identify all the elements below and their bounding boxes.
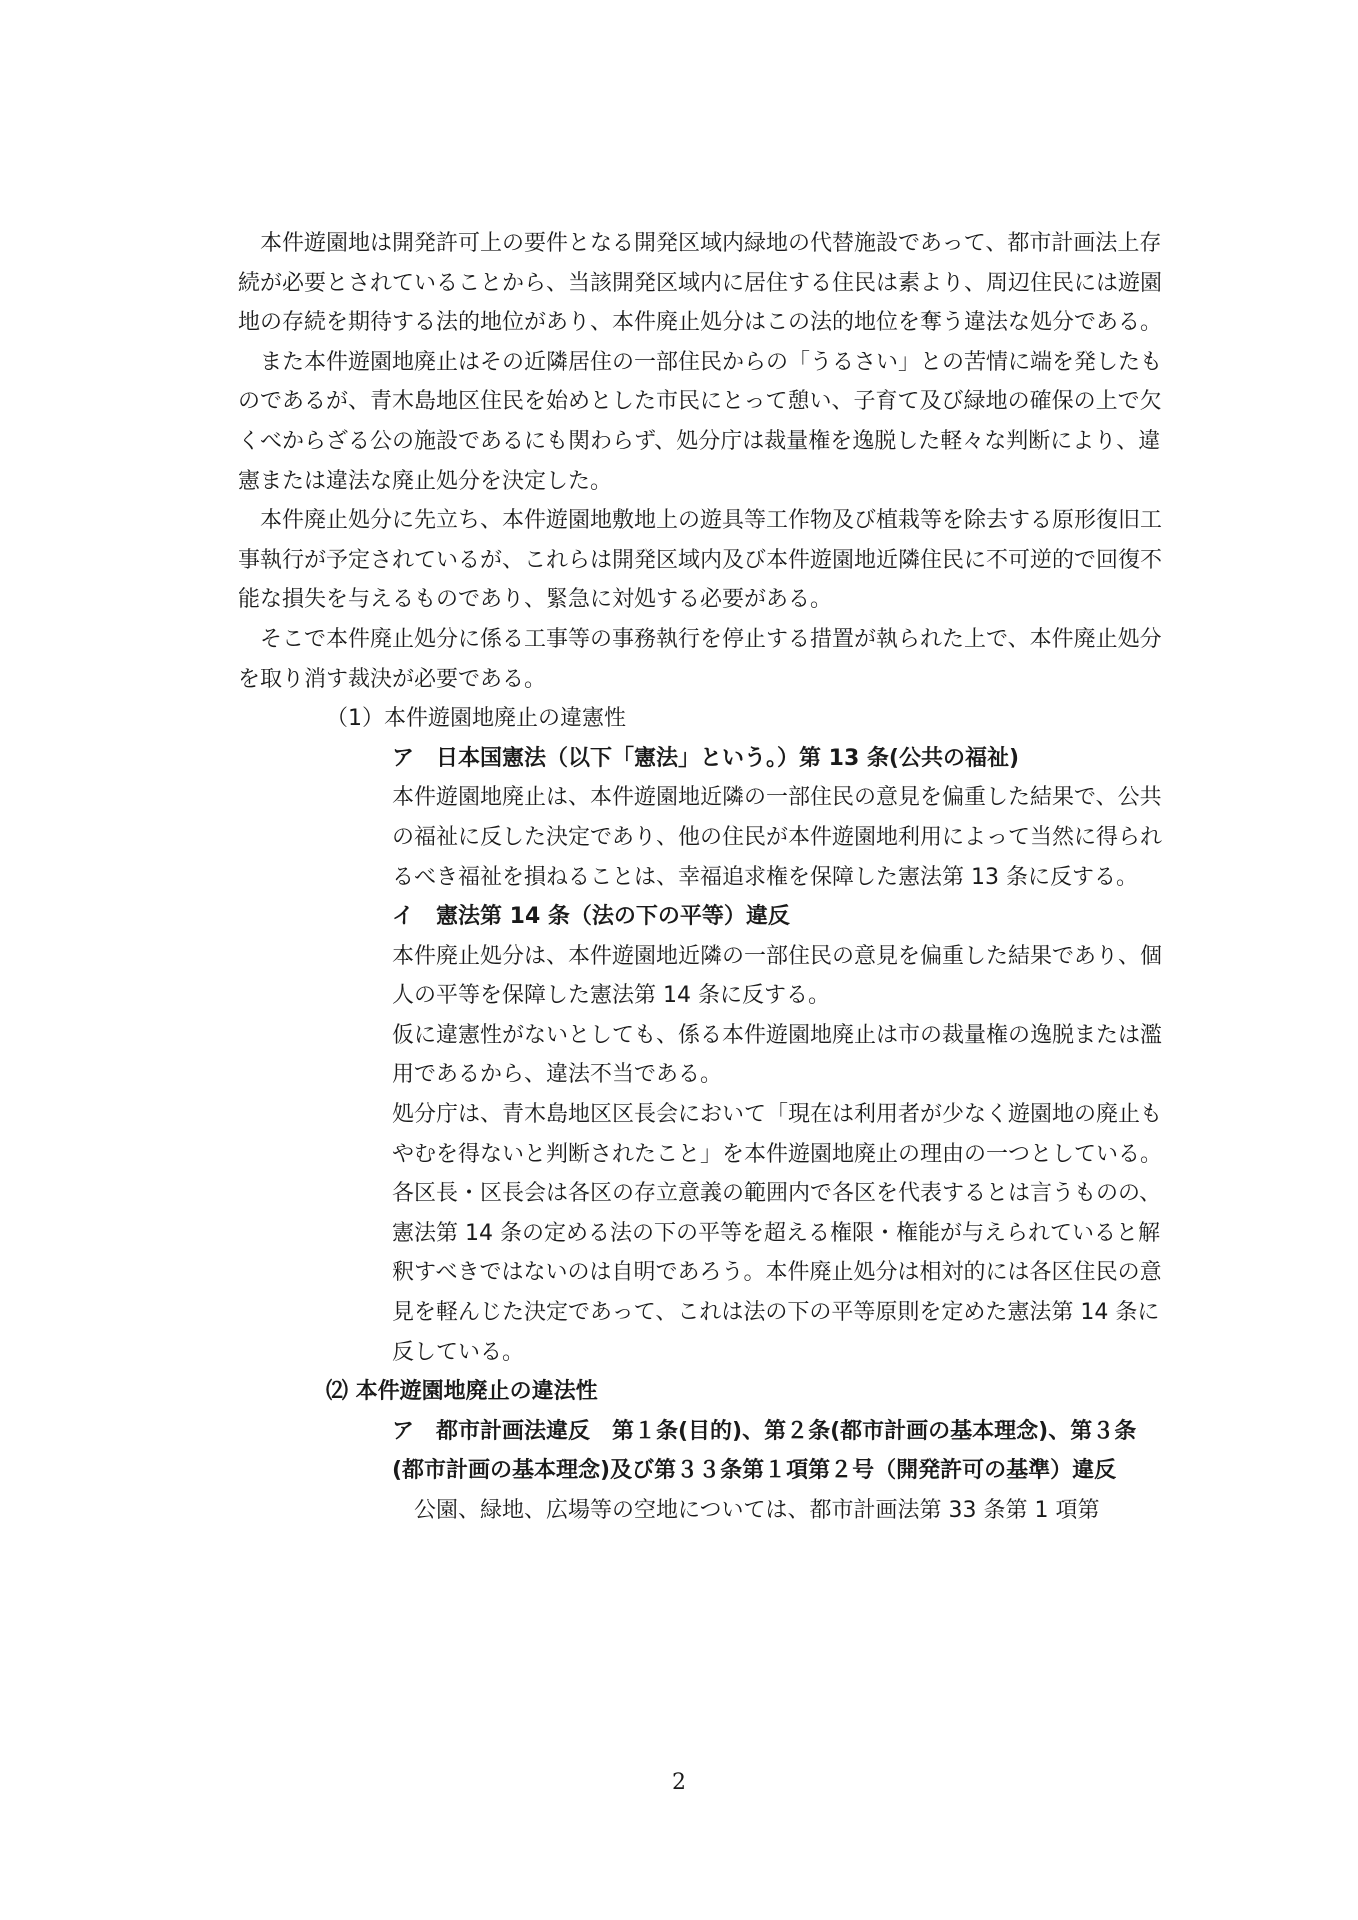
section-1-subheading-i: イ 憲法第 14 条（法の下の平等）違反 — [392, 904, 790, 930]
section-1-i-body-3: 処分庁は、青木島地区区長会において「現在は利用者が少なく遊園地の廃止もやむを得ないと判断されたこと」を本件遊園地廃止の理由の一つとしている。各区長・区長会は各区の存立意義の範囲内で各区を代表するとは言うものの、憲法第 14 条の定める法の下の平等を超える権限・権能が与えられていると解釈すべきではないのは自明であろう。本件廃止処分は相対的には各区住民の意見を軽んじた決定であって、これは法の下の平等原則を定めた憲法第 14 条に反している。 — [392, 1102, 1163, 1365]
body-text — [238, 224, 1162, 1531]
section-1-i-body-2: 仮に違憲性がないとしても、係る本件遊園地廃止は市の裁量権の逸脱または濫用であるから、違法不当である。 — [392, 1022, 1163, 1088]
section-1-a-body: 本件遊園地廃止は、本件遊園地近隣の一部住民の意見を偏重した結果で、公共の福祉に反した決定であり、他の住民が本件遊園地利用によって当然に得られるべき福祉を損ねることは、幸福追求権を保障した憲法第 13 条に反する。 — [392, 785, 1163, 890]
section-1-subheading-a: ア 日本国憲法（以下「憲法」という。）第 13 条(公共の福祉) — [392, 745, 1020, 771]
section-2-a-body: 公園、緑地、広場等の空地については、都市計画法第 33 条第 1 項第 — [414, 1498, 1100, 1523]
paragraph-1: 本件遊園地は開発許可上の要件となる開発区域内緑地の代替施設であって、都市計画法上存続が必要とされていることから、当該開発区域内に居住する住民は素より、周辺住民には遊園地の存続を期待する法的地位があり、本件廃止処分はこの法的地位を奪う違法な処分である。 — [238, 231, 1163, 336]
section-1-i-body-1: 本件廃止処分は、本件遊園地近隣の一部住民の意見を偏重した結果であり、個人の平等を保障した憲法第 14 条に反する。 — [392, 943, 1163, 1009]
section-2-subheading-a: ア 都市計画法違反 第１条(目的)、第２条(都市計画の基本理念)、第３条(都市計画の基本理念)及び第３３条第１項第２号（開発許可の基準）違反 — [392, 1418, 1137, 1484]
section-1-heading: （1）本件遊園地廃止の違憲性 — [326, 706, 626, 732]
paragraph-2: また本件遊園地廃止はその近隣居住の一部住民からの「うるさい」との苦情に端を発したものであるが、青木島地区住民を始めとした市民にとって憩い、子育て及び緑地の確保の上で欠くべからざる公の施設であるにも関わらず、処分庁は裁量権を逸脱した軽々な判断により、違憲または違法な廃止処分を決定した。 — [238, 349, 1163, 494]
page-number: 2 — [672, 1770, 686, 1795]
paragraph-4: そこで本件廃止処分に係る工事等の事務執行を停止する措置が執られた上で、本件廃止処分を取り消す裁決が必要である。 — [238, 626, 1162, 692]
paragraph-3: 本件廃止処分に先立ち、本件遊園地敷地上の遊具等工作物及び植栽等を除去する原形復旧工事執行が予定されているが、これらは開発区域内及び本件遊園地近隣住民に不可逆的で回復不能な損失を与えるものであり、緊急に対処する必要がある。 — [238, 508, 1163, 613]
section-2-heading: ⑵ 本件遊園地廃止の違法性 — [326, 1379, 598, 1405]
